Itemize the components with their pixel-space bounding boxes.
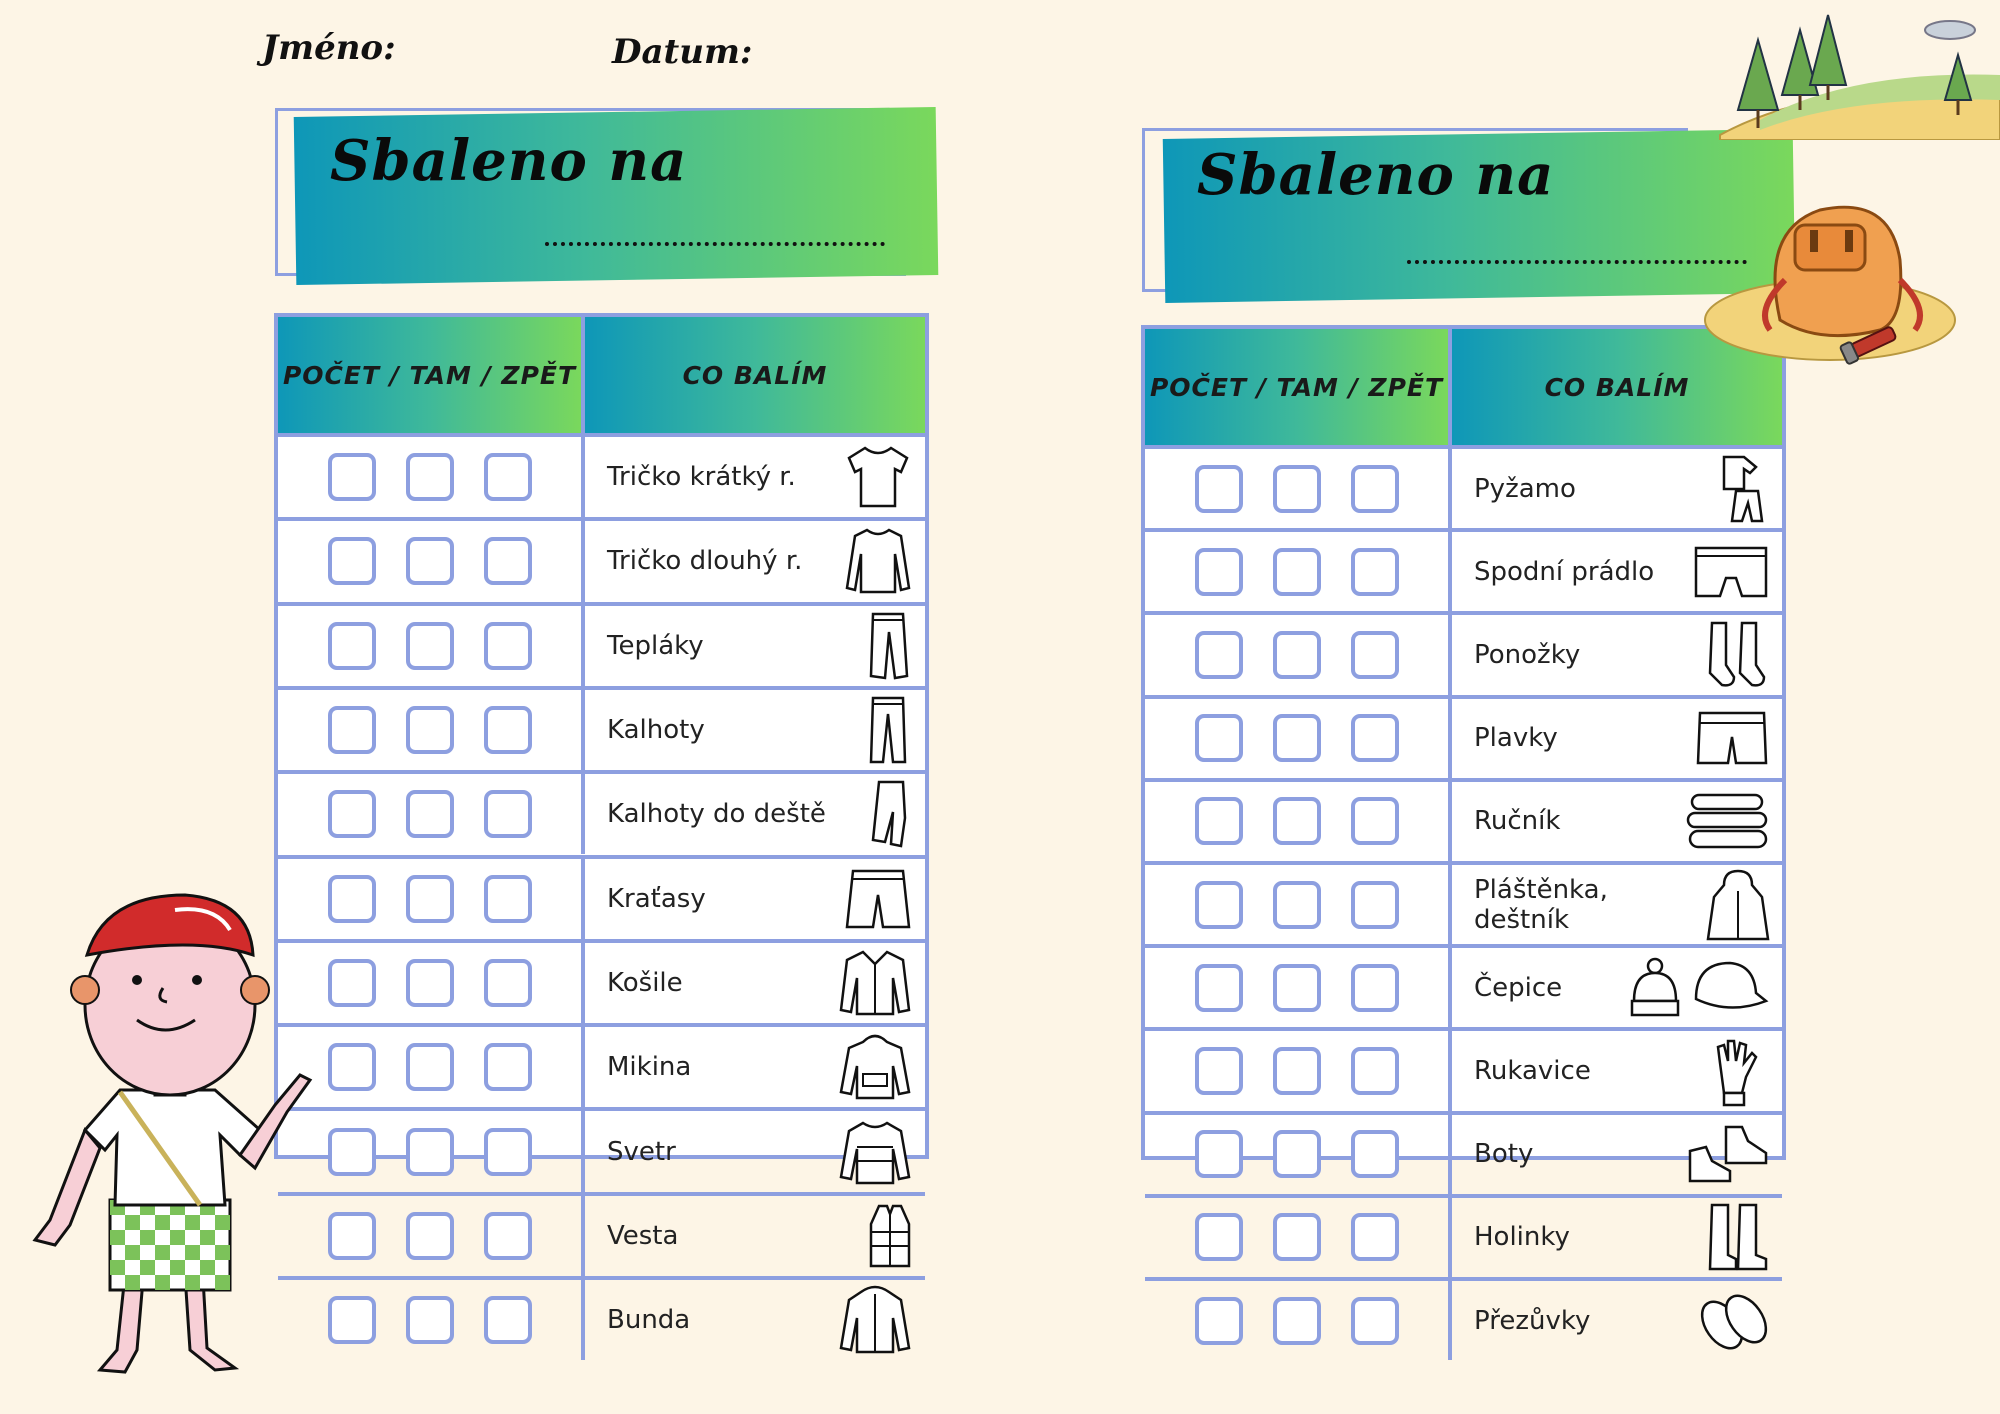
back-checkbox[interactable] — [484, 622, 532, 670]
count-checkbox[interactable] — [1195, 714, 1243, 762]
back-checkbox[interactable] — [1351, 797, 1399, 845]
underwear-icon — [1692, 542, 1770, 602]
item-cell — [585, 859, 925, 939]
rubber-boots-icon — [1704, 1201, 1770, 1273]
count-checkbox[interactable] — [328, 453, 376, 501]
count-checkbox[interactable] — [328, 1043, 376, 1091]
count-checkbox[interactable] — [328, 875, 376, 923]
towels-icon — [1684, 791, 1770, 851]
there-checkbox[interactable] — [1273, 1297, 1321, 1345]
beanie-icon — [1628, 957, 1682, 1019]
there-checkbox[interactable] — [406, 1128, 454, 1176]
count-cell — [1145, 782, 1452, 861]
item-label: Tričko dlouhý r. — [607, 546, 803, 577]
item-label: Kalhoty — [607, 715, 705, 746]
there-checkbox[interactable] — [406, 706, 454, 754]
packing-table-right — [1141, 325, 1786, 1336]
back-checkbox[interactable] — [1351, 714, 1399, 762]
item-cell — [1452, 1198, 1782, 1277]
item-cell — [1452, 615, 1782, 694]
count-cell — [1145, 948, 1452, 1027]
count-cell — [1145, 1031, 1452, 1110]
item-cell — [585, 690, 925, 770]
there-checkbox[interactable] — [1273, 548, 1321, 596]
item-cell — [1452, 1115, 1782, 1194]
item-label: Pyžamo — [1474, 473, 1576, 504]
backpack-illustration — [1700, 170, 1990, 370]
list-row — [1145, 611, 1782, 694]
list-row — [1145, 528, 1782, 611]
date-label: Datum: — [612, 32, 753, 72]
back-checkbox[interactable] — [1351, 1130, 1399, 1178]
item-cell — [1452, 948, 1782, 1027]
item-label: Přezůvky — [1474, 1305, 1591, 1336]
list-row — [278, 1107, 925, 1191]
item-cell — [585, 1027, 925, 1107]
count-checkbox[interactable] — [1195, 797, 1243, 845]
item-cell — [1452, 865, 1782, 944]
column-header-count: POČET / TAM / ZPĚT — [278, 317, 585, 433]
count-checkbox[interactable] — [1195, 1130, 1243, 1178]
shorts-icon — [843, 867, 913, 931]
list-row — [278, 602, 925, 686]
count-checkbox[interactable] — [328, 1296, 376, 1344]
item-label: Boty — [1474, 1139, 1534, 1170]
back-checkbox[interactable] — [1351, 1213, 1399, 1261]
sweatpants-icon — [863, 610, 913, 682]
vest-icon — [867, 1202, 913, 1270]
list-row — [278, 517, 925, 601]
item-cell — [1452, 449, 1782, 528]
sweater-icon — [837, 1117, 913, 1187]
count-checkbox[interactable] — [1195, 1213, 1243, 1261]
back-checkbox[interactable] — [484, 1212, 532, 1260]
item-cell — [585, 437, 925, 517]
back-checkbox[interactable] — [484, 453, 532, 501]
back-checkbox[interactable] — [1351, 964, 1399, 1012]
count-checkbox[interactable] — [328, 706, 376, 754]
count-checkbox[interactable] — [328, 1128, 376, 1176]
list-row — [1145, 944, 1782, 1027]
back-checkbox[interactable] — [484, 1043, 532, 1091]
jacket-icon — [837, 1284, 913, 1356]
item-cell — [585, 1196, 925, 1276]
back-checkbox[interactable] — [484, 1128, 532, 1176]
forest-landscape-illustration — [1700, 10, 2000, 140]
item-label: Spodní prádlo — [1474, 556, 1655, 587]
back-checkbox[interactable] — [484, 959, 532, 1007]
item-cell — [585, 774, 925, 854]
shoes-icon — [1686, 1121, 1770, 1187]
item-label: Tričko krátký r. — [607, 462, 796, 493]
pajamas-icon — [1714, 453, 1770, 525]
gloves-icon — [1710, 1033, 1770, 1109]
list-row — [278, 770, 925, 854]
there-checkbox[interactable] — [1273, 714, 1321, 762]
count-checkbox[interactable] — [328, 790, 376, 838]
slippers-icon — [1700, 1289, 1770, 1353]
item-cell — [1452, 782, 1782, 861]
raincoat-icon — [1706, 867, 1770, 943]
title-left: Sbaleno na — [330, 128, 688, 194]
count-cell — [278, 521, 585, 601]
back-checkbox[interactable] — [1351, 881, 1399, 929]
item-label: Vesta — [607, 1220, 679, 1251]
rainpants-icon — [863, 778, 913, 850]
title-right: Sbaleno na — [1197, 142, 1555, 208]
list-row — [278, 1023, 925, 1107]
count-checkbox[interactable] — [1195, 1297, 1243, 1345]
count-cell — [1145, 449, 1452, 528]
boy-illustration — [25, 880, 325, 1400]
list-row — [278, 433, 925, 517]
count-checkbox[interactable] — [1195, 548, 1243, 596]
count-cell — [1145, 1198, 1452, 1277]
count-cell — [278, 437, 585, 517]
back-checkbox[interactable] — [1351, 631, 1399, 679]
count-checkbox[interactable] — [1195, 1047, 1243, 1095]
column-header-item: CO BALÍM — [585, 317, 925, 433]
list-row — [278, 939, 925, 1023]
back-checkbox[interactable] — [484, 875, 532, 923]
list-row — [278, 1192, 925, 1276]
count-cell — [1145, 1281, 1452, 1360]
list-row — [1145, 1027, 1782, 1110]
back-checkbox[interactable] — [1351, 465, 1399, 513]
there-checkbox[interactable] — [406, 622, 454, 670]
there-checkbox[interactable] — [1273, 1130, 1321, 1178]
there-checkbox[interactable] — [1273, 797, 1321, 845]
item-cell — [585, 1111, 925, 1191]
count-cell — [278, 606, 585, 686]
back-checkbox[interactable] — [484, 1296, 532, 1344]
hoodie-icon — [837, 1032, 913, 1102]
count-checkbox[interactable] — [1195, 465, 1243, 513]
count-cell — [278, 774, 585, 854]
list-row — [278, 1276, 925, 1360]
title-left-blank-line — [545, 242, 885, 246]
item-cell — [1452, 532, 1782, 611]
there-checkbox[interactable] — [406, 875, 454, 923]
item-label: Bunda — [607, 1305, 691, 1336]
packing-table-left — [274, 313, 929, 1336]
list-row — [278, 855, 925, 939]
count-cell — [1145, 1115, 1452, 1194]
count-checkbox[interactable] — [328, 537, 376, 585]
item-cell — [1452, 1281, 1782, 1360]
count-checkbox[interactable] — [328, 1212, 376, 1260]
there-checkbox[interactable] — [406, 537, 454, 585]
item-cell — [1452, 699, 1782, 778]
item-label: Pláštěnka, deštník — [1474, 874, 1608, 935]
item-label: Holinky — [1474, 1222, 1570, 1253]
item-label: Ručník — [1474, 806, 1561, 837]
there-checkbox[interactable] — [406, 790, 454, 838]
there-checkbox[interactable] — [1273, 881, 1321, 929]
there-checkbox[interactable] — [1273, 964, 1321, 1012]
list-row — [1145, 695, 1782, 778]
longsleeve-icon — [843, 526, 913, 596]
cap-icon — [1690, 957, 1770, 1019]
there-checkbox[interactable] — [1273, 1047, 1321, 1095]
there-checkbox[interactable] — [406, 959, 454, 1007]
there-checkbox[interactable] — [1273, 1213, 1321, 1261]
shirt-icon — [837, 948, 913, 1018]
swim-shorts-icon — [1694, 707, 1770, 769]
list-row — [1145, 778, 1782, 861]
count-checkbox[interactable] — [1195, 964, 1243, 1012]
there-checkbox[interactable] — [1273, 631, 1321, 679]
item-cell — [1452, 1031, 1782, 1110]
back-checkbox[interactable] — [1351, 1047, 1399, 1095]
list-row — [1145, 1111, 1782, 1194]
count-cell — [1145, 865, 1452, 944]
item-label: Tepláky — [607, 630, 704, 661]
back-checkbox[interactable] — [484, 790, 532, 838]
item-label: Mikina — [607, 1052, 692, 1083]
column-header-count: POČET / TAM / ZPĚT — [1145, 329, 1452, 445]
socks-icon — [1704, 619, 1770, 691]
count-checkbox[interactable] — [1195, 631, 1243, 679]
there-checkbox[interactable] — [406, 453, 454, 501]
count-checkbox[interactable] — [328, 622, 376, 670]
count-checkbox[interactable] — [328, 959, 376, 1007]
item-cell — [585, 1280, 925, 1360]
item-label: Košile — [607, 967, 683, 998]
tshirt-icon — [843, 444, 913, 510]
there-checkbox[interactable] — [406, 1296, 454, 1344]
item-label: Rukavice — [1474, 1055, 1591, 1086]
item-label: Svetr — [607, 1136, 676, 1167]
trousers-icon — [863, 694, 913, 766]
back-checkbox[interactable] — [484, 706, 532, 754]
list-row — [1145, 445, 1782, 528]
count-checkbox[interactable] — [1195, 881, 1243, 929]
item-label: Kraťasy — [607, 883, 706, 914]
back-checkbox[interactable] — [1351, 548, 1399, 596]
count-cell — [278, 690, 585, 770]
item-cell — [585, 606, 925, 686]
list-row — [278, 686, 925, 770]
item-cell — [585, 521, 925, 601]
item-cell — [585, 943, 925, 1023]
there-checkbox[interactable] — [1273, 465, 1321, 513]
item-label: Kalhoty do deště — [607, 799, 826, 830]
name-label: Jméno: — [262, 28, 396, 68]
back-checkbox[interactable] — [484, 537, 532, 585]
title-right-blank-line — [1407, 260, 1747, 264]
there-checkbox[interactable] — [406, 1212, 454, 1260]
back-checkbox[interactable] — [1351, 1297, 1399, 1345]
count-cell — [1145, 699, 1452, 778]
item-label: Plavky — [1474, 723, 1558, 754]
there-checkbox[interactable] — [406, 1043, 454, 1091]
column-header-item: CO BALÍM — [1452, 329, 1782, 445]
list-row — [1145, 861, 1782, 944]
title-block-left — [275, 100, 937, 290]
count-cell — [1145, 615, 1452, 694]
list-row — [1145, 1194, 1782, 1277]
item-label: Čepice — [1474, 972, 1563, 1003]
list-row — [1145, 1277, 1782, 1360]
count-cell — [1145, 532, 1452, 611]
item-label: Ponožky — [1474, 639, 1581, 670]
